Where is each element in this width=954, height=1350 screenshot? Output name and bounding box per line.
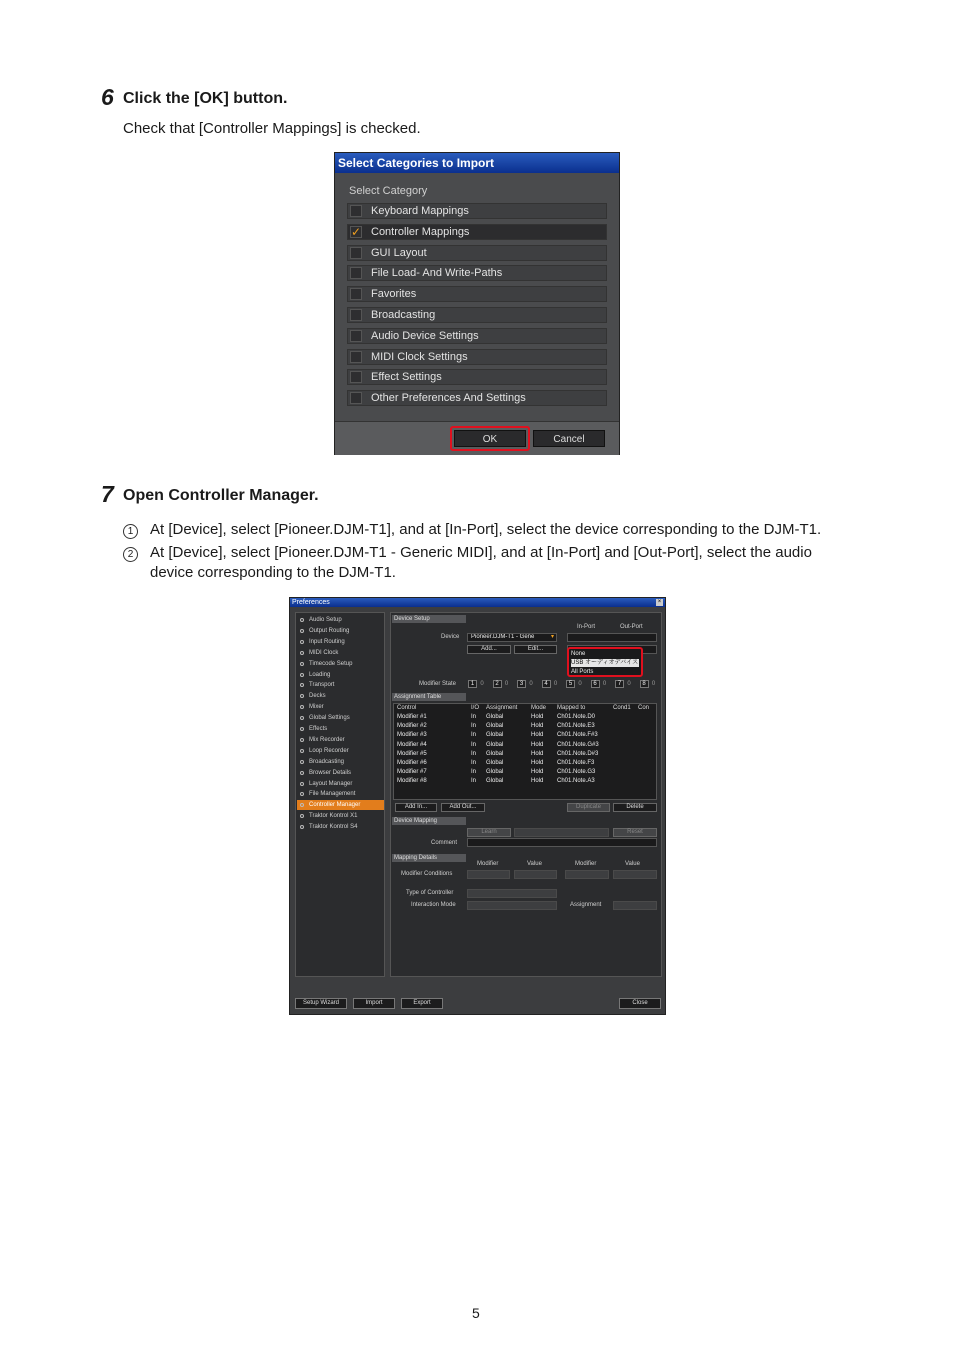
device-setup-section: Device Setup [392, 615, 466, 623]
sidebar-item-label: Effects [309, 726, 328, 732]
radio-icon [300, 760, 304, 764]
duplicate-button[interactable]: Duplicate [567, 803, 610, 812]
modifier-header-1: Modifier [477, 861, 499, 867]
table-cell[interactable]: Hold [531, 778, 544, 785]
radio-icon [300, 716, 304, 720]
condition-2-value[interactable] [613, 870, 657, 879]
modifier-value: 0 [480, 681, 484, 687]
table-cell[interactable]: Modifier #4 [397, 741, 427, 748]
sidebar-item[interactable] [297, 800, 384, 810]
table-cell[interactable]: Global [486, 760, 504, 766]
reset-button[interactable]: Reset [613, 828, 657, 837]
modifier-value: 0 [504, 681, 509, 687]
add-device-button[interactable]: Add... [467, 645, 511, 654]
sidebar-item[interactable] [297, 702, 384, 712]
checkbox[interactable] [350, 392, 362, 404]
table-cell[interactable]: Modifier #5 [397, 750, 427, 757]
category-row[interactable] [347, 203, 607, 219]
table-cell[interactable]: Hold [531, 760, 544, 766]
edit-device-button[interactable]: Edit... [514, 645, 557, 654]
table-cell[interactable]: Modifier #2 [397, 723, 427, 730]
step-6-title: Click the [OK] button. [123, 90, 288, 107]
sidebar-item-label: Layout Manager [309, 780, 353, 787]
column-header[interactable]: Cond1 [613, 705, 631, 711]
sidebar-item[interactable] [297, 757, 384, 767]
delete-button[interactable]: Delete [613, 803, 657, 812]
dialog-title: Select Categories to Import [335, 153, 619, 173]
checkbox[interactable] [350, 371, 362, 383]
category-row[interactable] [347, 286, 607, 302]
category-label: Audio Device Settings [371, 329, 479, 342]
checkbox[interactable] [350, 205, 362, 217]
radio-icon [300, 825, 304, 829]
category-row[interactable] [347, 245, 607, 261]
preferences-title: Preferences [290, 598, 665, 607]
table-cell[interactable]: Ch01.Note.D0 [557, 714, 596, 720]
sidebar-item-label: Transport [309, 682, 335, 689]
radio-icon [300, 792, 304, 796]
comment-label: Comment [431, 840, 458, 846]
export-button[interactable]: Export [401, 998, 443, 1009]
radio-icon [300, 749, 304, 753]
column-header[interactable]: I/O [471, 705, 480, 711]
modifier-button[interactable]: 1 [468, 680, 477, 688]
sidebar-item[interactable] [297, 713, 384, 723]
controller-manager-panel [390, 612, 662, 977]
table-cell[interactable]: In [471, 732, 477, 739]
learn-select[interactable] [514, 828, 609, 837]
modifier-button[interactable]: 2 [493, 680, 502, 688]
radio-icon [300, 673, 304, 677]
table-cell[interactable]: Global [486, 769, 504, 776]
sidebar-item[interactable] [297, 691, 384, 701]
table-cell[interactable]: Hold [531, 732, 544, 739]
radio-icon [300, 782, 304, 786]
setup-wizard-button[interactable]: Setup Wizard [295, 998, 347, 1009]
sidebar-item-label: Output Routing [309, 627, 350, 634]
column-header[interactable]: Control [397, 705, 417, 711]
modifier-button[interactable]: 6 [591, 680, 600, 688]
step-6-number: 6 [101, 84, 114, 110]
category-row[interactable] [347, 265, 607, 281]
in-port-dropdown[interactable] [567, 647, 643, 677]
sidebar-item-label: Mix Recorder [309, 736, 345, 743]
interaction-mode-select[interactable] [467, 901, 557, 910]
category-row[interactable] [347, 224, 607, 240]
table-cell[interactable]: Hold [531, 750, 544, 757]
category-row[interactable] [347, 328, 607, 344]
sidebar-item[interactable] [297, 615, 384, 625]
sidebar-item[interactable] [297, 637, 384, 647]
table-cell[interactable]: Global [486, 778, 504, 785]
sidebar-item-label: Traktor Kontrol S4 [309, 824, 358, 831]
sidebar-item[interactable] [297, 670, 384, 680]
value-header-1: Value [527, 861, 542, 867]
modifier-header-2: Modifier [575, 861, 597, 867]
category-label: MIDI Clock Settings [371, 350, 468, 363]
modifier-conditions-label: Modifier Conditions [401, 871, 453, 877]
sidebar-item[interactable] [297, 659, 384, 669]
sidebar-item-label: MIDI Clock [309, 649, 339, 656]
radio-icon [300, 629, 304, 633]
assignment-label: Assignment [570, 902, 602, 908]
radio-icon [300, 803, 304, 807]
device-mapping-section: Device Mapping [392, 817, 466, 825]
step-7-number: 7 [101, 481, 114, 507]
page-number: 5 [472, 1305, 480, 1321]
assignment-table[interactable] [393, 703, 657, 800]
assignment-table-section: Assignment Table [392, 693, 466, 701]
category-label: Keyboard Mappings [371, 205, 469, 217]
sidebar-item[interactable] [297, 746, 384, 756]
table-cell[interactable]: In [471, 778, 477, 785]
learn-button[interactable]: Learn [467, 828, 511, 837]
table-cell[interactable]: Global [486, 714, 504, 720]
radio-icon [300, 662, 304, 666]
condition-2-modifier[interactable] [565, 870, 609, 879]
radio-icon [300, 651, 304, 655]
checkmark-icon[interactable]: ✓ [351, 224, 362, 239]
table-cell[interactable]: Modifier #1 [397, 714, 427, 720]
table-cell[interactable]: Modifier #8 [397, 778, 427, 785]
preferences-dialog [289, 597, 666, 1015]
table-cell[interactable]: Hold [531, 714, 544, 720]
sidebar-item[interactable] [297, 735, 384, 745]
table-cell[interactable]: Hold [531, 723, 544, 730]
substep-2-text-line2: device corresponding to the DJM-T1. [150, 564, 396, 581]
modifier-value: 0 [578, 681, 582, 687]
substep-2-text-line1: At [Device], select [Pioneer.DJM-T1 - Generic MIDI], and at [In-Port] and [Out-Port], select the audio [150, 544, 812, 561]
modifier-button[interactable]: 5 [566, 680, 575, 688]
table-cell[interactable]: In [471, 750, 477, 757]
column-header[interactable]: Mode [531, 705, 547, 711]
table-cell[interactable]: Ch01.Note.F#3 [557, 732, 598, 739]
category-row[interactable] [347, 307, 607, 323]
out-port-label: Out-Port [620, 624, 643, 630]
category-label: GUI Layout [371, 246, 427, 259]
radio-icon [300, 814, 304, 818]
column-header[interactable]: Con [638, 705, 650, 711]
radio-icon [300, 640, 304, 644]
import-button[interactable]: Import [353, 998, 395, 1009]
table-cell[interactable]: Hold [531, 769, 544, 776]
modifier-button[interactable]: 4 [542, 680, 551, 688]
table-cell[interactable]: Global [486, 723, 504, 730]
cancel-button[interactable]: Cancel [533, 430, 605, 447]
category-row[interactable] [347, 390, 607, 406]
sidebar-item[interactable] [297, 626, 384, 636]
table-cell[interactable]: Ch01.Note.A3 [557, 778, 595, 785]
close-button[interactable]: Close [619, 998, 661, 1009]
sidebar-item-label: Broadcasting [309, 758, 345, 765]
radio-icon [300, 705, 304, 709]
mapping-details-section: Mapping Details [392, 854, 466, 862]
checkbox[interactable] [350, 330, 362, 342]
table-cell[interactable]: Ch01.Note.D#3 [557, 750, 599, 757]
modifier-button[interactable]: 8 [640, 680, 649, 688]
table-cell[interactable]: Global [486, 741, 504, 748]
modifier-value: 0 [553, 681, 558, 687]
preferences-sidebar [295, 612, 385, 977]
interaction-mode-label: Interaction Mode [411, 902, 456, 908]
sidebar-item-label: Timecode Setup [309, 660, 353, 667]
type-of-controller-label: Type of Controller [406, 890, 454, 896]
sidebar-item-label: Loading [309, 671, 331, 678]
radio-icon [300, 771, 304, 775]
import-categories-dialog [334, 152, 620, 455]
modifier-state-label: Modifier State [419, 681, 457, 687]
checkbox[interactable] [350, 288, 362, 300]
add-in-button[interactable]: Add In... [395, 803, 437, 812]
sidebar-item[interactable] [297, 811, 384, 821]
device-label: Device [441, 634, 460, 640]
table-cell[interactable]: Ch01.Note.G3 [557, 769, 596, 776]
table-cell[interactable]: In [471, 714, 477, 720]
table-cell[interactable]: Modifier #3 [397, 732, 427, 739]
table-cell[interactable]: Ch01.Note.G#3 [557, 741, 599, 748]
sidebar-item[interactable] [297, 768, 384, 778]
sidebar-item-label: Audio Setup [309, 617, 342, 623]
port-option[interactable]: USB オーディオデバイス [571, 660, 639, 666]
category-row[interactable] [347, 369, 607, 385]
select-category-label: Select Category [349, 185, 428, 197]
checkbox[interactable] [350, 267, 362, 279]
comment-field[interactable] [467, 838, 657, 847]
column-header[interactable]: Mapped to [557, 705, 586, 711]
category-label: Other Preferences And Settings [371, 392, 526, 405]
sidebar-item-label: Global Settings [309, 715, 350, 722]
step-6-body: Check that [Controller Mappings] is checked. [123, 120, 421, 137]
checkbox[interactable] [350, 351, 362, 363]
category-row[interactable] [347, 349, 607, 365]
substep-1-text: At [Device], select [Pioneer.DJM-T1], and at [In-Port], select the device corresponding to the DJM-T1. [150, 521, 822, 538]
in-port-label: In-Port [577, 624, 596, 630]
substep-1-marker: 1 [123, 520, 138, 540]
sidebar-item-label: Browser Details [309, 769, 352, 776]
sidebar-item-label: Input Routing [309, 638, 345, 645]
checkbox[interactable] [350, 247, 362, 259]
radio-icon [300, 694, 304, 698]
sidebar-item-label: Decks [309, 693, 326, 700]
condition-1-value[interactable] [514, 870, 557, 879]
close-icon[interactable]: × [657, 599, 662, 605]
category-label: Broadcasting [371, 309, 436, 321]
radio-icon [300, 738, 304, 742]
condition-1-modifier[interactable] [467, 870, 510, 879]
sidebar-item[interactable] [297, 789, 384, 799]
table-cell[interactable]: In [471, 769, 477, 776]
sidebar-item-label: Mixer [309, 704, 324, 711]
add-out-button[interactable]: Add Out... [441, 803, 485, 812]
sidebar-item[interactable] [297, 680, 384, 690]
category-label: File Load- And Write-Paths [371, 267, 503, 280]
modifier-value: 0 [529, 681, 533, 687]
modifier-button[interactable]: 7 [615, 680, 624, 688]
sidebar-item-label: Traktor Kontrol X1 [309, 813, 358, 820]
sidebar-item[interactable] [297, 724, 384, 734]
table-cell[interactable]: Hold [531, 741, 544, 748]
modifier-value: 0 [602, 681, 607, 687]
step-7-title: Open Controller Manager. [123, 487, 319, 504]
in-port-select[interactable] [567, 633, 657, 642]
radio-icon [300, 683, 304, 687]
category-label: Favorites [371, 288, 417, 301]
modifier-value: 0 [651, 681, 656, 687]
sidebar-item-label: File Management [309, 791, 356, 798]
table-cell[interactable]: Global [486, 750, 504, 757]
ok-button[interactable]: OK [454, 430, 526, 447]
device-select[interactable]: Pioneer.DJM-T1 - Gene ▾ [467, 633, 557, 642]
sidebar-item[interactable] [297, 779, 384, 789]
table-cell[interactable]: In [471, 723, 477, 730]
category-label: Controller Mappings [371, 225, 470, 238]
sidebar-item-label: Controller Manager [309, 802, 361, 809]
port-option[interactable]: All Ports [571, 669, 594, 675]
table-cell[interactable]: In [471, 760, 477, 766]
table-cell[interactable]: Modifier #6 [397, 760, 427, 766]
sidebar-item[interactable] [297, 822, 384, 832]
table-cell[interactable]: In [471, 741, 477, 748]
table-cell[interactable]: Ch01.Note.E3 [557, 723, 595, 730]
column-header[interactable]: Assignment [486, 705, 518, 711]
table-cell[interactable]: Modifier #7 [397, 769, 427, 776]
table-cell[interactable]: Global [486, 732, 504, 739]
checkbox[interactable] [350, 309, 362, 321]
dialog-button-bar [335, 421, 619, 455]
sidebar-item-label: Loop Recorder [309, 747, 349, 754]
category-label: Effect Settings [371, 371, 442, 384]
table-cell[interactable]: Ch01.Note.F3 [557, 760, 595, 766]
type-of-controller-select[interactable] [467, 889, 557, 898]
radio-icon [300, 727, 304, 731]
modifier-value: 0 [627, 681, 631, 687]
modifier-button[interactable]: 3 [517, 680, 526, 688]
value-header-2: Value [625, 861, 640, 867]
port-option[interactable]: None [571, 651, 586, 657]
sidebar-item[interactable] [297, 648, 384, 658]
substep-2-marker: 2 [123, 543, 138, 563]
radio-icon [300, 618, 304, 622]
assignment-select[interactable] [613, 901, 657, 910]
